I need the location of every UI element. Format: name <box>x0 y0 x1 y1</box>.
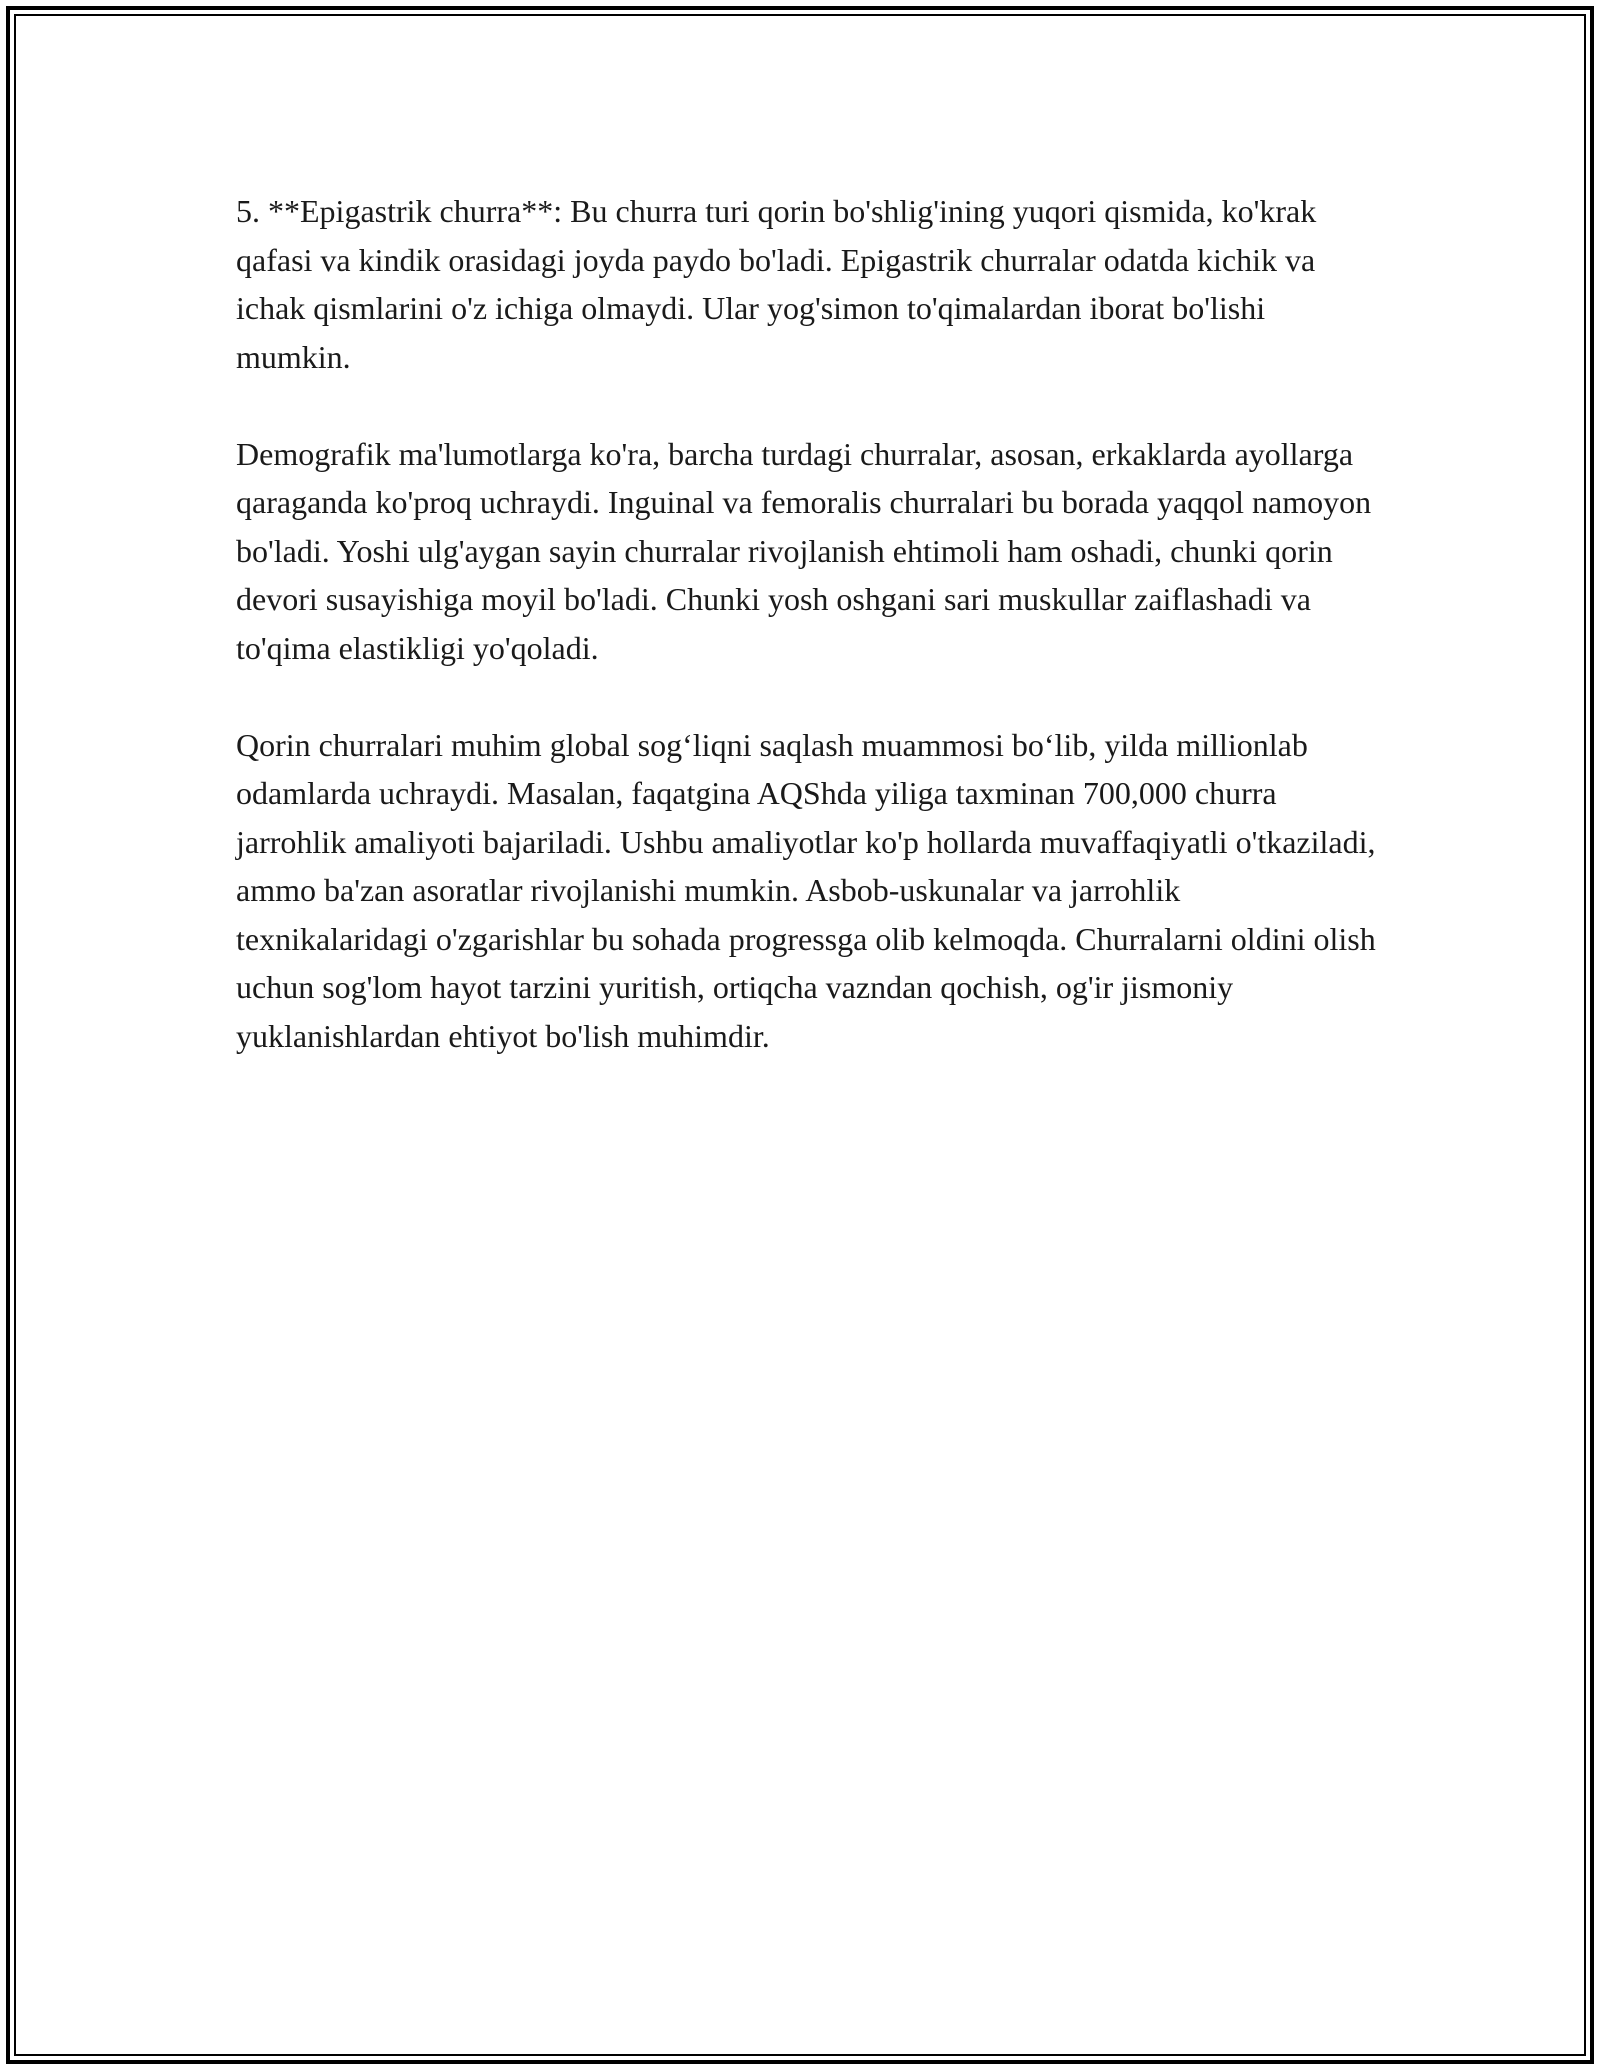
paragraph-epigastric-hernia: 5. **Epigastrik churra**: Bu churra turi qorin bo'shlig'ining yuqori qismida, ko'krak qafasi va kindik orasidagi joyda paydo bo'ladi. Epigastrik churralar odatda kichik va ichak qismlarini o'z ichiga olmaydi. Ular yog'simon to'qimalardan iborat bo'lishi mumkin. <box>236 193 1317 375</box>
paragraph-global-health: Qorin churralari muhim global sog‘liqni saqlash muammosi bo‘lib, yilda millionlab odamlarda uchraydi. Masalan, faqatgina AQShda yiliga taxminan 700,000 churra jarrohlik amaliyoti bajariladi. Ushbu amaliyotlar ko'p hollarda muvaffaqiyatli o'tkaziladi, ammo ba'zan asoratlar rivojlanishi mumkin. Asbob-uskunalar va jarrohlik texnikalaridagi o'zgarishlar bu sohada progressga olib kelmoqda. Churralarni oldini olish uchun sog'lom hayot tarzini yuritish, ortiqcha vazndan qochish, og'ir jismoniy yuklanishlardan ehtiyot bo'lish muhimdir. <box>236 726 1376 1054</box>
document-body <box>236 187 1376 1109</box>
paragraph-demographics: Demografik ma'lumotlarga ko'ra, barcha turdagi churralar, asosan, erkaklarda ayollarga qaraganda ko'proq uchraydi. Inguinal va femoralis churralari bu borada yaqqol namoyon bo'ladi. Yoshi ulg'aygan sayin churralar rivojlanish ehtimoli ham oshadi, chunki qorin devori susayishiga moyil bo'ladi. Chunki yosh oshgani sari muskullar zaiflashadi va to'qima elastikligi yo'qoladi. <box>236 435 1372 666</box>
